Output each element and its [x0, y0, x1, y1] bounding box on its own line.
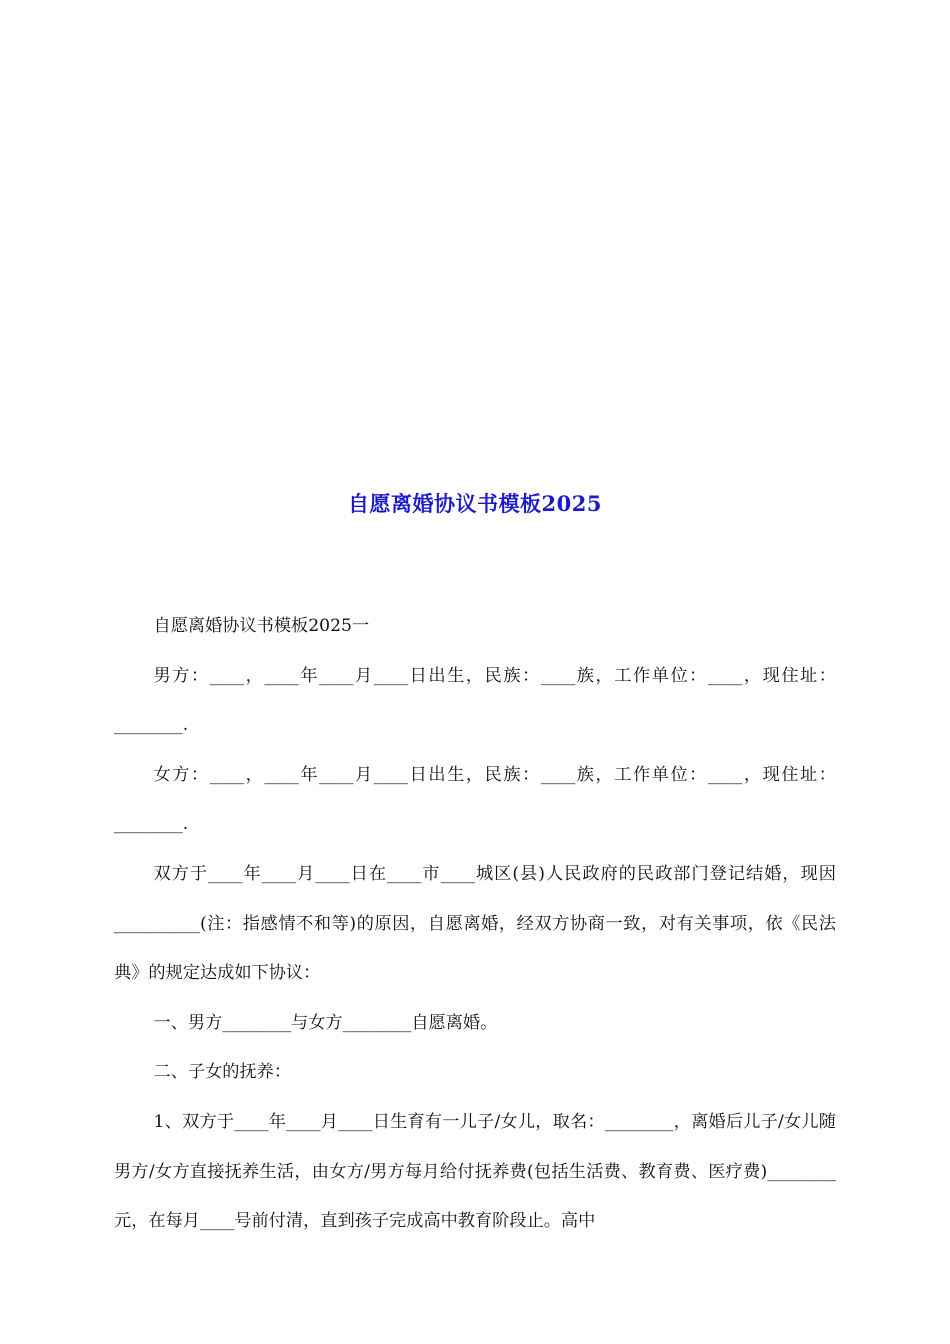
paragraph-marriage-registration: 双方于____年____月____日在____市____城区(县)人民政府的民政部门登记结婚，现因__________(注：指感情不和等)的原因，自愿离婚，经双方协商一致，对有关事项，依《民法典》的规定达成如下协议：	[114, 863, 836, 984]
document-title: 自愿离婚协议书模板2025	[348, 491, 602, 516]
paragraph-female-party: 女方：____，____年____月____日出生，民族：____族，工作单位：____，现住址：________.	[114, 764, 836, 835]
clause-2-item-1: 1、双方于____年____月____日生育有一儿子/女儿，取名：________，离婚后儿子/女儿随男方/女方直接抚养生活，由女方/男方每月给付抚养费(包括生活费、教育费、医疗费)________元，在每月____号前付清，直到孩子完成高中教育阶段止。高中	[114, 1111, 836, 1232]
clause-2-heading: 二、子女的抚养：	[153, 1062, 292, 1083]
paragraph-male-party: 男方：____，____年____月____日出生，民族：____族，工作单位：____，现住址：________.	[114, 665, 836, 736]
document-body	[114, 602, 836, 1247]
clause-1-divorce: 一、男方________与女方________自愿离婚。	[153, 1012, 498, 1033]
section-heading: 自愿离婚协议书模板2025一	[153, 616, 370, 636]
